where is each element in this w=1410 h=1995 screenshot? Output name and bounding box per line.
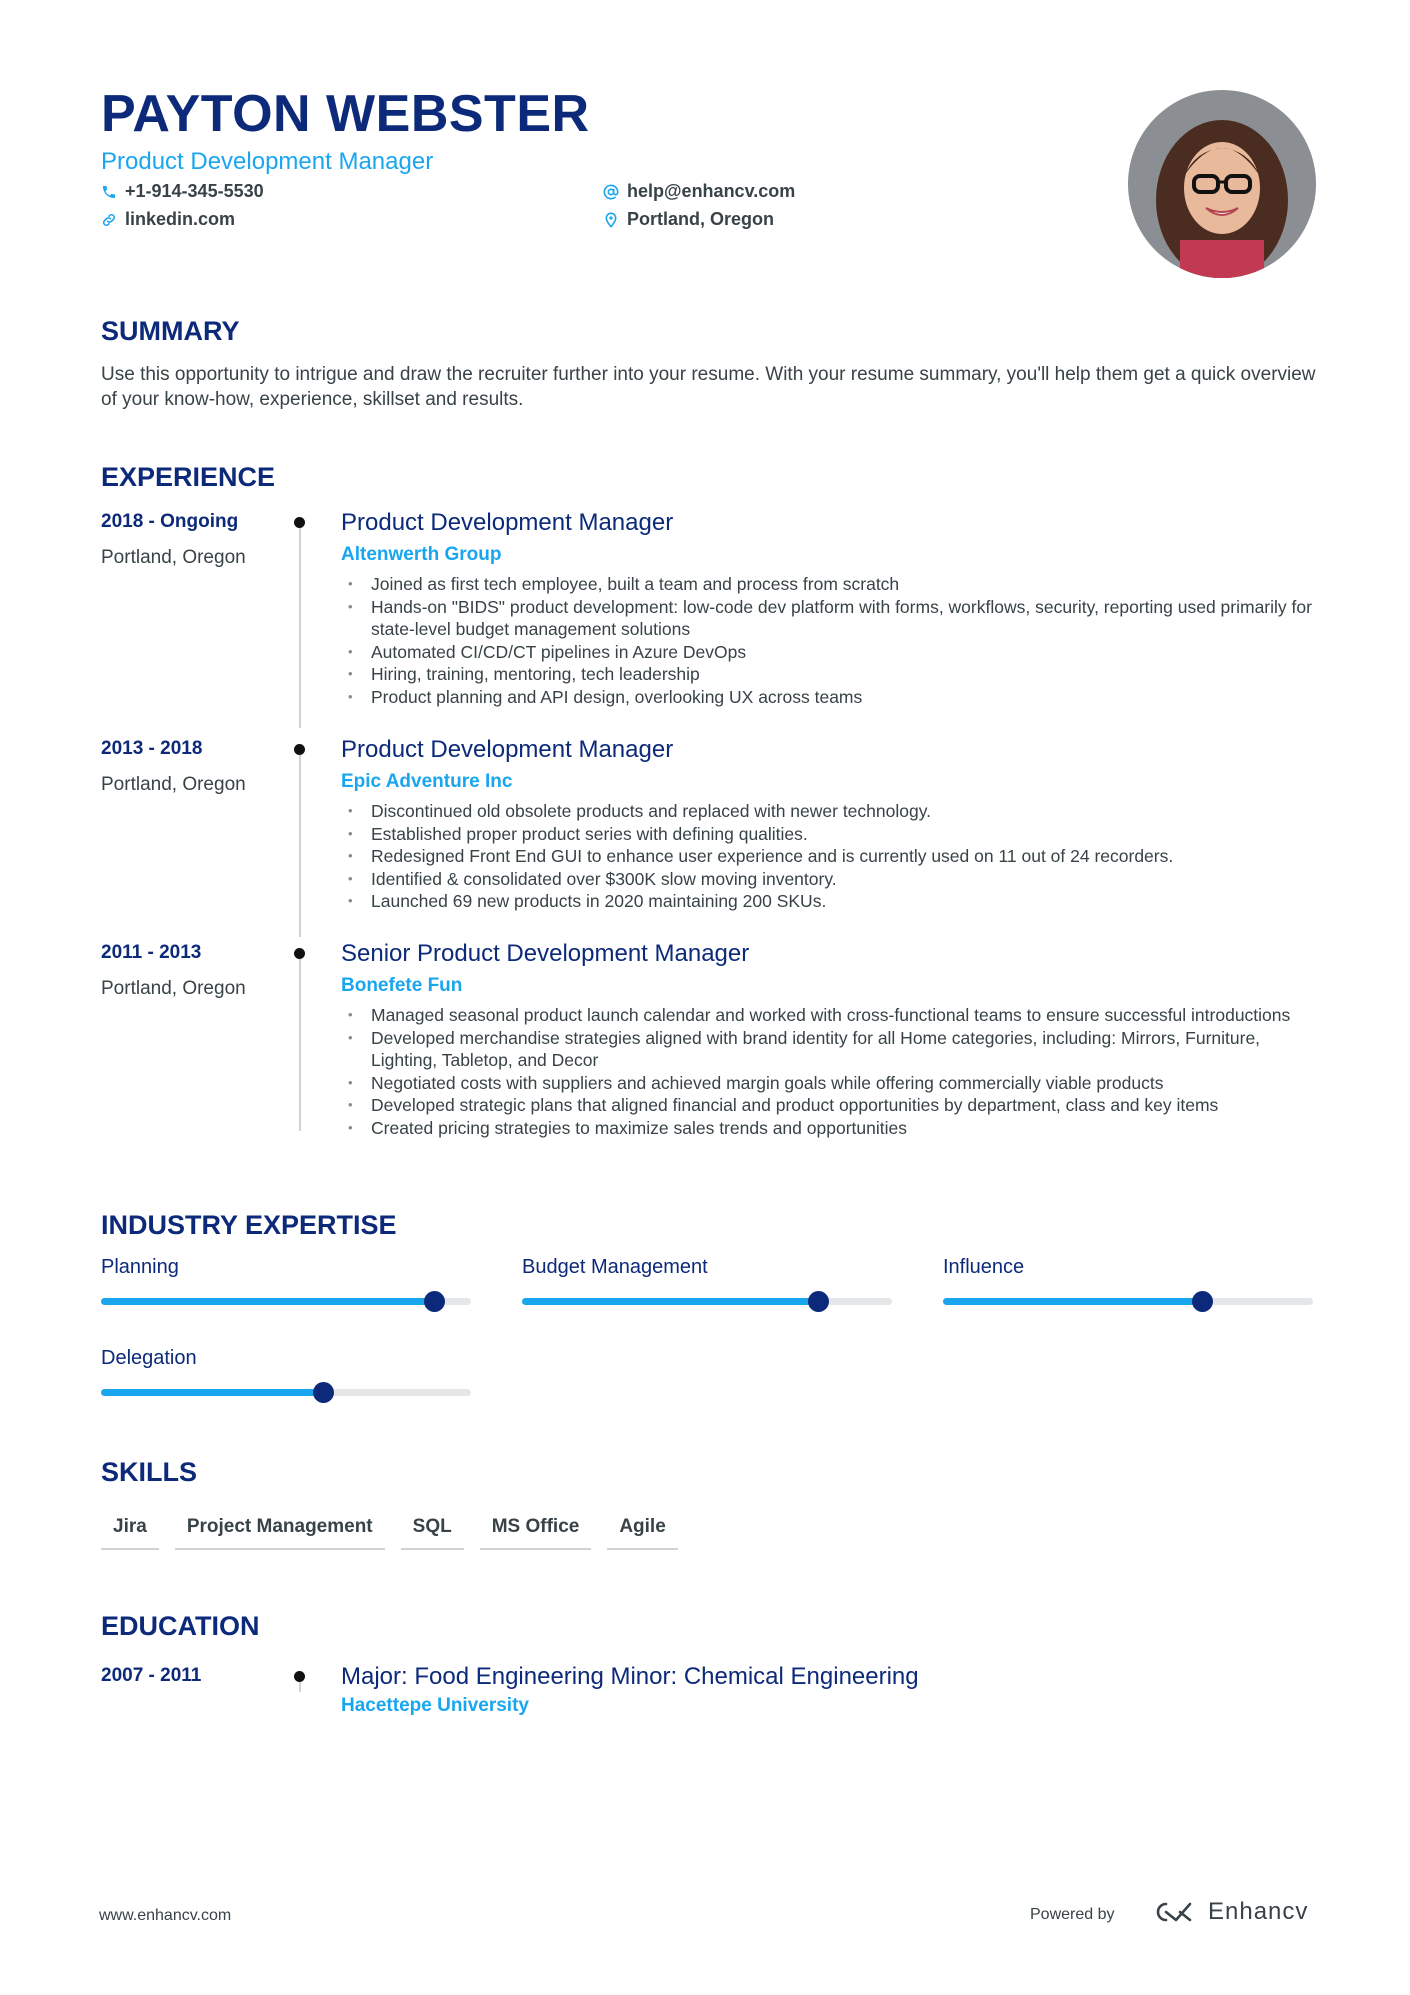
footer-url[interactable]: www.enhancv.com (99, 1907, 232, 1924)
timeline-dot (294, 517, 305, 528)
profile-photo (1128, 90, 1316, 278)
experience-company: Altenwerth Group (341, 544, 502, 565)
link-icon (101, 212, 117, 228)
list-item: • Discontinued old obsolete products and replaced with newer technology. (341, 800, 1321, 823)
list-item: • Managed seasonal product launch calendar and worked with cross-functional teams to ensure successful introductions (341, 1004, 1321, 1027)
timeline-line (299, 747, 301, 937)
experience-date: 2018 - Ongoing (101, 511, 239, 532)
list-item: • Hands-on "BIDS" product development: low-code dev platform with forms, workflows, security, reporting used primarily for state-level budget management solutions (341, 596, 1321, 641)
linkedin-text[interactable]: linkedin.com (125, 209, 236, 229)
location-pin-icon (603, 212, 619, 228)
skills-heading: SKILLS (101, 1457, 198, 1487)
linkedin-contact[interactable] (101, 209, 235, 230)
experience-bullets (341, 800, 1321, 913)
skills-list (101, 1510, 678, 1550)
enhancv-logo-text: Enhancv (1208, 1898, 1309, 1925)
list-item: • Developed strategic plans that aligned financial and product opportunities by department, class and key items (341, 1094, 1321, 1117)
email-contact[interactable] (603, 181, 795, 202)
expertise-label: Delegation (101, 1347, 197, 1369)
expertise-track (943, 1298, 1313, 1305)
expertise-heading: INDUSTRY EXPERTISE (101, 1210, 397, 1240)
expertise-fill (943, 1298, 1202, 1305)
footer-powered-by: Powered by (1030, 1906, 1115, 1923)
phone-contact (101, 181, 264, 202)
email-text[interactable]: help@enhancv.com (627, 181, 796, 201)
candidate-name: PAYTON WEBSTER (101, 85, 590, 143)
skill-tag: MS Office (480, 1510, 592, 1550)
skill-tag: Jira (101, 1510, 159, 1550)
phone-icon (101, 184, 117, 200)
location-contact (603, 209, 774, 230)
list-item: • Identified & consolidated over $300K slow moving inventory. (341, 868, 1321, 891)
expertise-track (522, 1298, 892, 1305)
experience-company: Bonefete Fun (341, 975, 463, 996)
expertise-label: Budget Management (522, 1256, 708, 1278)
timeline-dot (294, 744, 305, 755)
experience-bullets (341, 1004, 1321, 1139)
at-icon (603, 184, 619, 200)
phone-text: +1-914-345-5530 (125, 181, 264, 201)
list-item: • Created pricing strategies to maximize sales trends and opportunities (341, 1117, 1321, 1140)
experience-heading: EXPERIENCE (101, 462, 276, 492)
timeline-line (299, 520, 301, 728)
list-item: • Joined as first tech employee, built a team and process from scratch (341, 573, 1321, 596)
experience-bullets (341, 573, 1321, 708)
education-school: Hacettepe University (341, 1695, 529, 1716)
expertise-knob (313, 1382, 334, 1403)
timeline-dot (294, 948, 305, 959)
experience-location: Portland, Oregon (101, 774, 246, 795)
expertise-label: Planning (101, 1256, 179, 1278)
experience-title: Product Development Manager (341, 509, 674, 536)
list-item: • Negotiated costs with suppliers and achieved margin goals while offering commercially viable products (341, 1072, 1321, 1095)
skill-tag: Project Management (175, 1510, 385, 1550)
expertise-item (522, 1256, 892, 1279)
experience-company: Epic Adventure Inc (341, 771, 513, 792)
list-item: • Automated CI/CD/CT pipelines in Azure DevOps (341, 641, 1321, 664)
expertise-item (101, 1347, 471, 1370)
expertise-fill (101, 1298, 434, 1305)
experience-location: Portland, Oregon (101, 978, 246, 999)
list-item: • Established proper product series with defining qualities. (341, 823, 1321, 846)
timeline-line (299, 951, 301, 1131)
expertise-item (101, 1256, 471, 1279)
skill-tag: Agile (607, 1510, 677, 1550)
expertise-knob (808, 1291, 829, 1312)
experience-location: Portland, Oregon (101, 547, 246, 568)
education-degree: Major: Food Engineering Minor: Chemical Engineering (341, 1663, 919, 1690)
experience-title: Senior Product Development Manager (341, 940, 750, 967)
expertise-fill (101, 1389, 323, 1396)
summary-text: Use this opportunity to intrigue and draw the recruiter further into your resume. With your resume summary, you'll help them get a quick overview of your know-how, experience, skillset and results. (101, 364, 1316, 410)
expertise-knob (424, 1291, 445, 1312)
expertise-item (943, 1256, 1313, 1279)
list-item: • Developed merchandise strategies aligned with brand identity for all Home categories, including: Mirrors, Furniture, Lighting, Tabletop, and Decor (341, 1027, 1321, 1072)
experience-title: Product Development Manager (341, 736, 674, 763)
summary-heading: SUMMARY (101, 316, 240, 346)
enhancv-logo[interactable] (1150, 1898, 1308, 1926)
expertise-track (101, 1389, 471, 1396)
candidate-role: Product Development Manager (101, 148, 434, 175)
list-item: • Product planning and API design, overlooking UX across teams (341, 686, 1321, 709)
timeline-dot (294, 1671, 305, 1682)
expertise-track (101, 1298, 471, 1305)
list-item: • Redesigned Front End GUI to enhance user experience and is currently used on 11 out of 24 recorders. (341, 845, 1321, 868)
education-heading: EDUCATION (101, 1611, 260, 1641)
list-item: • Hiring, training, mentoring, tech leadership (341, 663, 1321, 686)
education-date: 2007 - 2011 (101, 1665, 202, 1686)
expertise-label: Influence (943, 1256, 1025, 1278)
experience-date: 2011 - 2013 (101, 942, 202, 963)
enhancv-logo-icon (1150, 1899, 1198, 1925)
expertise-fill (522, 1298, 818, 1305)
skill-tag: SQL (401, 1510, 464, 1550)
list-item: • Launched 69 new products in 2020 maintaining 200 SKUs. (341, 890, 1321, 913)
location-text: Portland, Oregon (627, 209, 775, 229)
expertise-knob (1192, 1291, 1213, 1312)
experience-date: 2013 - 2018 (101, 738, 203, 759)
